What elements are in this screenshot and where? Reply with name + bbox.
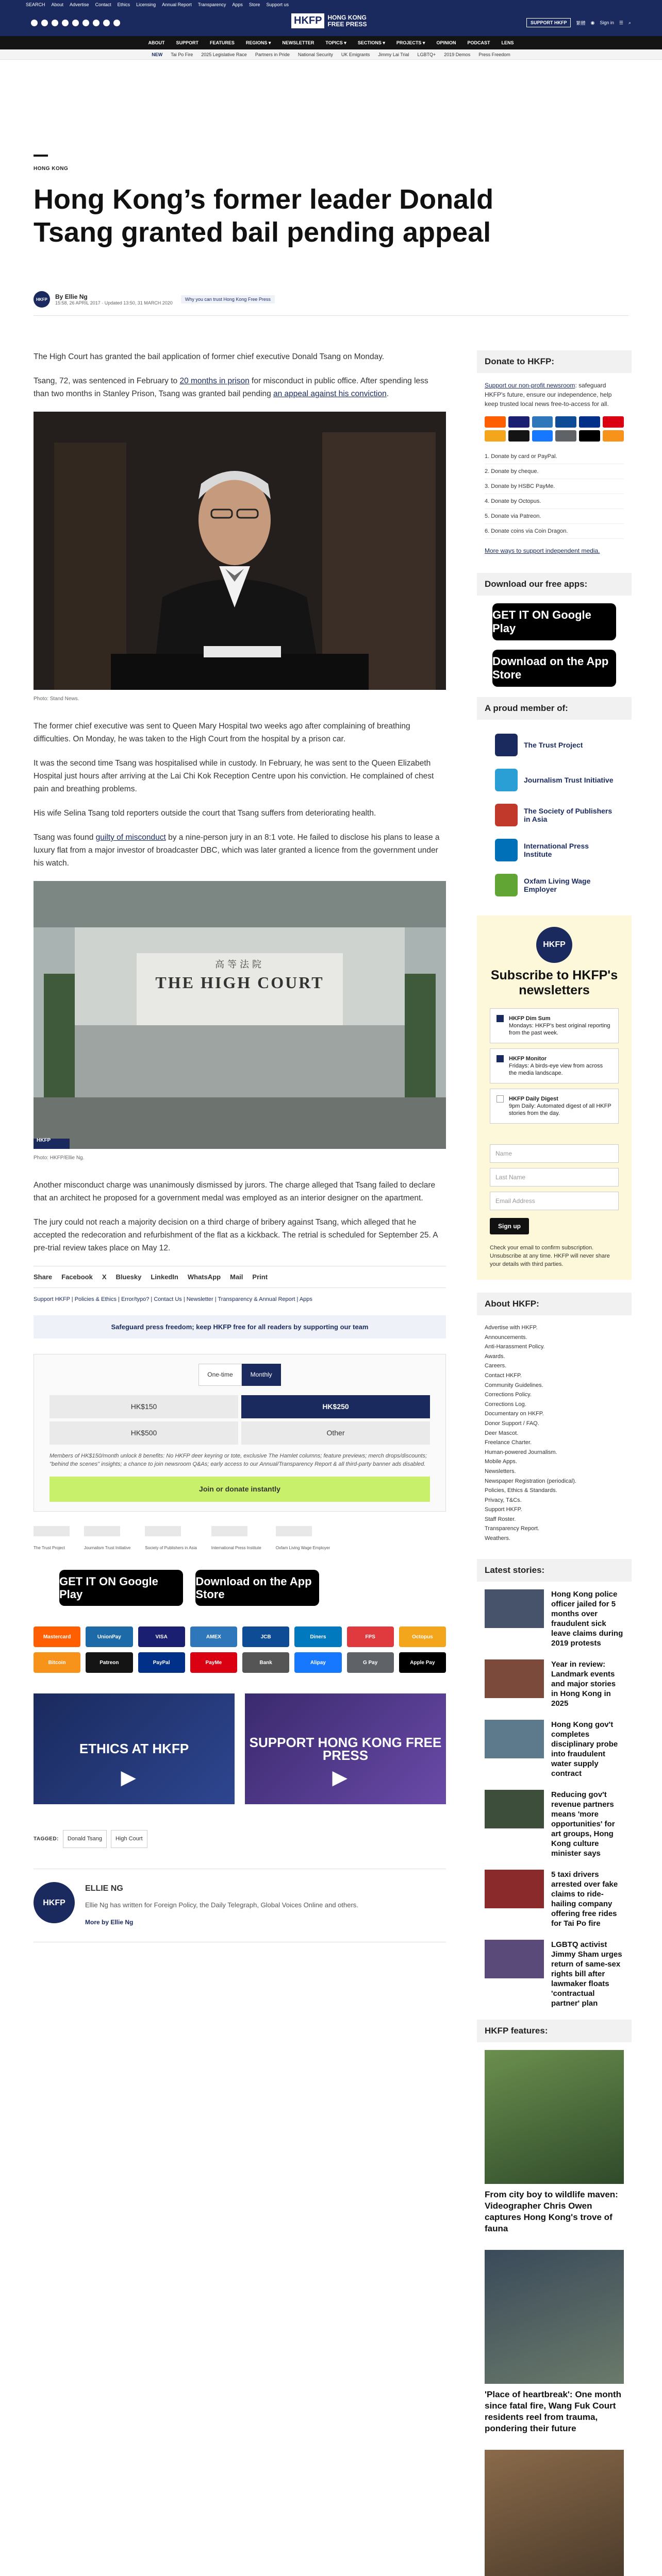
- story-thumbnail: [485, 1589, 544, 1628]
- story-item[interactable]: [485, 1589, 624, 1648]
- nav-support[interactable]: SUPPORT: [176, 40, 199, 45]
- video-row: [34, 1693, 446, 1804]
- member-name: Oxfam Living Wage Employer: [524, 877, 591, 893]
- card-icon: [603, 416, 624, 428]
- top-link-apps[interactable]: Apps: [232, 2, 243, 7]
- donate-option[interactable]: 1. Donate by card or PayPal.: [485, 449, 624, 464]
- trending-item[interactable]: Partners in Pride: [255, 52, 290, 57]
- about-link[interactable]: Transparency Report.: [485, 1526, 539, 1532]
- chevron-down-icon: ▾: [268, 40, 271, 45]
- sidebar: [477, 350, 632, 2576]
- story-thumbnail: [485, 1940, 544, 1978]
- donald-tsang-photo-illustration: [34, 412, 446, 690]
- story-title[interactable]: Hong Kong police officer jailed for 5 months over fraudulent sick leave claims during 2019 protests: [551, 1589, 623, 1648]
- card-icon: [532, 430, 553, 442]
- donate-title: Donate to HKFP:: [477, 350, 632, 373]
- top-link-search[interactable]: SEARCH: [26, 2, 45, 7]
- nav-about[interactable]: ABOUT: [148, 40, 165, 45]
- rss-icon[interactable]: [113, 20, 120, 26]
- newsletter-title: Subscribe to HKFP's newsletters: [490, 968, 618, 997]
- threads-icon[interactable]: [82, 20, 89, 26]
- category-label[interactable]: HONG KONG: [34, 166, 69, 172]
- trending-bar: [0, 49, 662, 60]
- one-time-option[interactable]: One-time: [198, 1364, 241, 1386]
- share-mail[interactable]: Mail: [230, 1273, 243, 1281]
- payme-logo: PayMe: [190, 1652, 237, 1673]
- trending-item[interactable]: Jimmy Lai Trial: [378, 52, 409, 57]
- name-input[interactable]: Name: [490, 1144, 619, 1163]
- sidebar-google-play-button[interactable]: GET IT ON Google Play: [492, 603, 616, 640]
- app-store-button[interactable]: Download on the App Store: [195, 1570, 319, 1606]
- checkbox-checked[interactable]: [496, 1015, 504, 1022]
- card-icon: [485, 430, 506, 442]
- card-icon: [485, 416, 506, 428]
- about-link[interactable]: Mobile Apps.: [485, 1459, 517, 1465]
- more-by-author-link[interactable]: More by Ellie Ng: [85, 1919, 134, 1926]
- story-item[interactable]: [485, 1940, 624, 2008]
- partner-name: The Trust Project: [34, 1546, 65, 1550]
- about-link[interactable]: Donor Support / FAQ.: [485, 1420, 539, 1427]
- about-link[interactable]: Staff Roster.: [485, 1516, 516, 1522]
- amount-option-other[interactable]: Other: [241, 1421, 430, 1445]
- trust-project-logo[interactable]: [34, 1526, 70, 1536]
- author-name[interactable]: ELLIE NG: [85, 1884, 123, 1893]
- trending-item[interactable]: UK Emigrants: [341, 52, 370, 57]
- trending-item[interactable]: LGBTQ+: [417, 52, 436, 57]
- paragraph: The High Court has granted the bail application of former chief executive Donald Tsang on Monday.: [34, 352, 385, 361]
- share-whatsapp[interactable]: WhatsApp: [187, 1273, 221, 1281]
- about-link[interactable]: Anti-Harassment Policy.: [485, 1344, 545, 1350]
- logo-line-1: HONG KONG: [327, 13, 367, 21]
- instagram-icon[interactable]: [52, 20, 58, 26]
- paragraph: The jury could not reach a majority decision on a third charge of bribery against Tsang, which alleged that he accepted the redecoration and refurbishment of the flat as a kickback. The retrial is scheduled for September 25. A pre-trial review takes place on May 12.: [34, 1218, 438, 1252]
- about-link[interactable]: Newspaper Registration (periodical).: [485, 1478, 576, 1484]
- newsletter-option[interactable]: [490, 1008, 619, 1043]
- nav-topics-label: TOPICS: [325, 40, 343, 45]
- jti-icon: [495, 769, 518, 791]
- member-name: The Society of Publishers in Asia: [524, 807, 613, 823]
- story-item[interactable]: [485, 1720, 624, 1778]
- paragraph: The former chief executive was sent to Queen Mary Hospital two weeks ago after complaining of breathing difficulties. On Monday, he was taken to the High Court from the hospital by a prison car.: [34, 722, 410, 743]
- hkfp-avatar: HKFP: [34, 291, 50, 308]
- partner-name: International Press Institute: [211, 1546, 261, 1550]
- member-item[interactable]: [477, 762, 632, 798]
- byline: [34, 291, 275, 308]
- top-link-support[interactable]: Support us: [266, 2, 289, 7]
- about-link[interactable]: Advertise with HKFP.: [485, 1325, 538, 1331]
- gpay-logo: G Pay: [347, 1652, 394, 1673]
- newsletter-desc: Mondays: HKFP's best original reporting from the past week.: [509, 1023, 610, 1036]
- checkbox[interactable]: [496, 1095, 504, 1103]
- top-link-advertise[interactable]: Advertise: [70, 2, 89, 7]
- about-link[interactable]: Careers.: [485, 1363, 507, 1369]
- tags-label: TAGGED:: [34, 1836, 59, 1842]
- bank-logo: Bank: [242, 1652, 289, 1673]
- feature-item[interactable]: [485, 2050, 624, 2234]
- chinese-language-link[interactable]: 繁體: [576, 20, 586, 26]
- member-item[interactable]: [477, 798, 632, 833]
- newsletter-desc: 9pm Daily: Automated digest of all HKFP stories from the day.: [509, 1103, 611, 1116]
- story-title[interactable]: LGBTQ activist Jimmy Sham urges return of same-sex rights bill after lawmaker floats 'contractual partner' plan: [551, 1940, 622, 2008]
- text: by a nine-person jury in an 8:1 vote. He failed to disclose his plans to lease a luxury flat from a major investor of broadcaster DBC, which was later granted a licence from the government under his watch.: [34, 833, 440, 868]
- proud-member-title: A proud member of:: [477, 697, 632, 720]
- category-rule: [34, 155, 48, 157]
- story-title[interactable]: Hong Kong gov't completes disciplinary probe into fraudulent water supply contract: [551, 1720, 618, 1778]
- paragraph: [34, 375, 446, 400]
- paragraph: [34, 831, 446, 870]
- newsletter-name: HKFP Monitor: [509, 1056, 547, 1062]
- donate-intro: [477, 381, 632, 409]
- story-item[interactable]: [485, 1790, 624, 1858]
- share-bar: [34, 1266, 446, 1288]
- member-item[interactable]: [477, 868, 632, 903]
- amount-option[interactable]: HK$150: [49, 1395, 238, 1418]
- mastercard-logo: Mastercard: [34, 1626, 80, 1647]
- amex-logo: AMEX: [190, 1626, 237, 1647]
- newsletter-badge: HKFP: [536, 927, 572, 963]
- card-icon: [579, 430, 600, 442]
- text: Tsang, 72, was sentenced in February to: [34, 377, 180, 385]
- top-link-ethics[interactable]: Ethics: [117, 2, 130, 7]
- nav-features[interactable]: FEATURES: [210, 40, 235, 45]
- social-icons: [31, 20, 120, 26]
- monthly-option[interactable]: Monthly: [242, 1364, 281, 1386]
- trending-new-label: NEW: [152, 52, 163, 57]
- feature-item[interactable]: [485, 2450, 624, 2576]
- nav-sections-label: SECTIONS: [357, 40, 382, 45]
- partner-name: Oxfam Living Wage Employer: [275, 1546, 330, 1550]
- share-bluesky[interactable]: Bluesky: [115, 1273, 142, 1281]
- video-title: ETHICS AT HKFP: [79, 1741, 189, 1756]
- donate-option[interactable]: 2. Donate by cheque.: [485, 464, 624, 479]
- story-thumbnail: [485, 1659, 544, 1698]
- nav-sections[interactable]: [358, 40, 385, 46]
- nav-regions-label: REGIONS: [245, 40, 268, 45]
- nav-projects-label: PROJECTS: [396, 40, 422, 45]
- policy-links[interactable]: Support HKFP | Policies & Ethics | Error/typo? | Contact Us | Newsletter | Transparency & Annual Report | Apps: [34, 1296, 312, 1302]
- oxfam-icon: [495, 874, 518, 896]
- tag-list: [34, 1830, 446, 1848]
- about-link[interactable]: Announcements.: [485, 1334, 527, 1341]
- features-title: HKFP features:: [477, 2020, 632, 2042]
- join-donate-button[interactable]: Join or donate instantly: [49, 1477, 430, 1502]
- member-name: International Press Institute: [524, 842, 589, 858]
- text: : safeguard HKFP's future, ensure our independence, help keep trusted local news free-to-access for all.: [485, 382, 612, 408]
- apps-title: Download our free apps:: [477, 573, 632, 596]
- about-link[interactable]: Policies, Ethics & Standards.: [485, 1487, 557, 1494]
- sopa-logo[interactable]: [145, 1526, 181, 1536]
- member-name: The Trust Project: [524, 741, 583, 749]
- about-link[interactable]: Human-powered Journalism.: [485, 1449, 557, 1455]
- app-store-buttons: [59, 1570, 446, 1606]
- donate-option[interactable]: 4. Donate by Octopus.: [485, 494, 624, 509]
- article-photo-donald-tsang: [34, 412, 446, 690]
- author-bio: Ellie Ng has written for Foreign Policy, the Daily Telegraph, Global Voices Online and others.: [85, 1901, 358, 1909]
- trending-item[interactable]: Tai Po Fire: [171, 52, 193, 57]
- ethics-video[interactable]: [34, 1693, 235, 1804]
- story-thumbnail: [485, 1720, 544, 1758]
- chevron-down-icon: ▾: [422, 40, 425, 45]
- top-link-annual-report[interactable]: Annual Report: [162, 2, 192, 7]
- trending-item[interactable]: 2025 Legislative Race: [201, 52, 247, 57]
- menu-icon[interactable]: ☰: [619, 20, 623, 25]
- card-icon: [579, 416, 600, 428]
- trending-item[interactable]: Press Freedom: [478, 52, 510, 57]
- story-thumbnail: [485, 1790, 544, 1828]
- newsletter-signup: [477, 916, 632, 1280]
- tag[interactable]: Donald Tsang: [63, 1830, 107, 1848]
- donate-options: [477, 449, 632, 539]
- publish-dates: 15:58, 26 APRIL 2017 · Updated 13:50, 31 MARCH 2020: [55, 300, 173, 306]
- bluesky-icon[interactable]: [103, 20, 110, 26]
- paypal-logo: PayPal: [138, 1652, 185, 1673]
- site-logo[interactable]: [291, 13, 367, 28]
- site-header: [0, 9, 662, 36]
- article-photo-high-court: [34, 881, 446, 1149]
- newsletter-option[interactable]: [490, 1048, 619, 1083]
- story-title[interactable]: Reducing gov't revenue partners means 'more opportunities' for art groups, Hong Kong culture minister says: [551, 1790, 615, 1858]
- high-court-photo-illustration: [34, 881, 446, 1149]
- logo-mark: HKFP: [291, 13, 324, 28]
- sign-in-link[interactable]: Sign in: [600, 20, 614, 25]
- donate-option[interactable]: 3. Donate by HSBC PayMe.: [485, 479, 624, 494]
- feature-title[interactable]: From city boy to wildlife maven: Videographer Chris Owen captures Hong Kong's trove of fauna: [485, 2189, 618, 2233]
- feature-image: [485, 2050, 624, 2184]
- about-link[interactable]: Weathers.: [485, 1535, 510, 1542]
- paragraph: It was the second time Tsang was hospitalised while in custody. In February, he was sent to the Queen Elizabeth Hospital just hours after arriving at the Lai Chi Kok Reception Centre upon his conviction. He complained of chest pain and breathing problems.: [34, 759, 434, 793]
- search-icon[interactable]: ⌕: [628, 20, 631, 25]
- share-linkedin[interactable]: LinkedIn: [151, 1273, 178, 1281]
- card-icons: [477, 416, 632, 442]
- story-title[interactable]: 5 taxi drivers arrested over fake claims to ride-hailing company offering free rides for Tai Po fire: [551, 1870, 618, 1928]
- last-name-input[interactable]: Last Name: [490, 1168, 619, 1187]
- sopa-icon: [495, 804, 518, 826]
- diners-logo: Diners: [294, 1626, 341, 1647]
- partner-logos: [34, 1526, 446, 1554]
- author-box: [34, 1869, 446, 1942]
- checkbox-checked[interactable]: [496, 1055, 504, 1062]
- partner-name: Society of Publishers in Asia: [145, 1546, 197, 1550]
- why-trust-link[interactable]: Why you can trust Hong Kong Free Press: [181, 295, 275, 303]
- telegram-icon[interactable]: [93, 20, 100, 26]
- trending-item[interactable]: National Security: [297, 52, 333, 57]
- payment-logos: [34, 1626, 446, 1673]
- card-icon: [555, 430, 576, 442]
- card-icon: [532, 416, 553, 428]
- top-utility-bar: [0, 0, 662, 9]
- nav-newsletter[interactable]: NEWSLETTER: [282, 40, 315, 45]
- donate-option[interactable]: 5. Donate via Patreon.: [485, 509, 624, 524]
- author-link[interactable]: Ellie Ng: [64, 293, 88, 300]
- story-title[interactable]: Year in review: Landmark events and major stories in Hong Kong in 2025: [551, 1659, 616, 1708]
- top-link-transparency[interactable]: Transparency: [197, 2, 226, 7]
- more-ways-link[interactable]: More ways to support independent media.: [485, 547, 600, 554]
- about-list: [477, 1323, 632, 1544]
- inline-link[interactable]: guilty of misconduct: [95, 833, 166, 842]
- text: Tsang was found: [34, 833, 96, 842]
- alipay-logo: Alipay: [294, 1652, 341, 1673]
- card-icon: [555, 416, 576, 428]
- feature-image: [485, 2250, 624, 2384]
- share-print[interactable]: Print: [252, 1273, 268, 1281]
- donate-option[interactable]: 6. Donate coins via Coin Dragon.: [485, 524, 624, 539]
- text: for misconduct in public office. After spending less than two months in Stanley Prison, Tsang was granted bail pending: [34, 377, 428, 398]
- card-icon: [603, 430, 624, 442]
- feature-title[interactable]: 'Place of heartbreak': One month since fatal fire, Wang Fuk Court residents reel from trauma, pondering their future: [485, 2389, 622, 2433]
- chevron-down-icon: ▾: [383, 40, 385, 45]
- newsletter-name: HKFP Daily Digest: [509, 1096, 558, 1102]
- play-icon: ▶: [121, 1767, 136, 1788]
- top-link-about[interactable]: About: [51, 2, 64, 7]
- nav-projects[interactable]: [396, 40, 425, 46]
- sign-up-button[interactable]: Sign up: [490, 1218, 529, 1234]
- nav-regions[interactable]: [246, 40, 271, 46]
- about-link[interactable]: Newsletters.: [485, 1468, 516, 1475]
- safeguard-banner[interactable]: Safeguard press freedom; keep HKFP free for all readers by supporting our team: [34, 1315, 446, 1338]
- photo-caption: Photo: HKFP/Ellie Ng.: [34, 1155, 85, 1161]
- member-benefits: Members of HK$150/month unlock 8 benefits: No HKFP deer keyring or tote, exclusive The Hamlet columns; feature previews; merch drops/discounts; "behind the scenes" insights; a chance to join newsroom Q&As; early access to our Annual/Transparency Report & all third-party banner ads disabled.: [49, 1453, 427, 1467]
- fps-logo: FPS: [347, 1626, 394, 1647]
- frequency-toggle: [49, 1364, 430, 1386]
- about-link[interactable]: Deer Mascot.: [485, 1430, 519, 1436]
- newsletter-name: HKFP Dim Sum: [509, 1015, 551, 1022]
- tag[interactable]: High Court: [111, 1830, 147, 1848]
- trending-item[interactable]: 2019 Demos: [444, 52, 471, 57]
- google-play-button[interactable]: GET IT ON Google Play: [59, 1570, 183, 1606]
- bitcoin-logo: Bitcoin: [34, 1652, 80, 1673]
- visa-logo: VISA: [138, 1626, 185, 1647]
- about-link[interactable]: Awards.: [485, 1353, 505, 1360]
- latest-title: Latest stories:: [477, 1559, 632, 1582]
- share-label: Share: [34, 1273, 53, 1281]
- donate-widget: [34, 1354, 446, 1512]
- nav-podcast[interactable]: PODCAST: [467, 40, 490, 45]
- sidebar-app-store-button[interactable]: Download on the App Store: [492, 650, 616, 687]
- facebook-icon[interactable]: [31, 20, 38, 26]
- jti-logo[interactable]: [84, 1526, 120, 1536]
- paragraph: His wife Selina Tsang told reporters outside the court that Tsang suffers from deteriorating health.: [34, 809, 376, 818]
- newsletter-note: Check your email to confirm subscription. Unsubscribe at any time. HKFP will never share your details with third parties.: [490, 1245, 610, 1267]
- trust-project-icon: [495, 734, 518, 756]
- play-icon: ▶: [333, 1767, 347, 1788]
- text: .: [386, 389, 389, 398]
- top-link-store[interactable]: Store: [249, 2, 260, 7]
- member-name: Journalism Trust Initiative: [524, 776, 614, 784]
- by-prefix: By: [55, 293, 63, 300]
- user-icon[interactable]: ◉: [590, 20, 595, 25]
- partner-name: Journalism Trust Initiative: [84, 1546, 131, 1550]
- ipi-icon: [495, 839, 518, 861]
- story-item[interactable]: [485, 1870, 624, 1928]
- card-icon: [508, 430, 529, 442]
- octopus-logo: Octopus: [399, 1626, 446, 1647]
- about-link[interactable]: Corrections Policy.: [485, 1392, 532, 1398]
- main-nav: [0, 36, 662, 49]
- email-input[interactable]: Email Address: [490, 1192, 619, 1210]
- author-avatar[interactable]: HKFP: [34, 1882, 75, 1923]
- linkedin-icon[interactable]: [72, 20, 79, 26]
- patreon-logo: Patreon: [86, 1652, 133, 1673]
- inline-link[interactable]: 20 months in prison: [179, 377, 250, 385]
- court-sign-chinese: 高等法院: [215, 959, 264, 970]
- top-link-licensing[interactable]: Licensing: [136, 2, 156, 7]
- youtube-icon[interactable]: [62, 20, 69, 26]
- top-link-contact[interactable]: Contact: [95, 2, 111, 7]
- member-item[interactable]: [477, 727, 632, 762]
- amount-option-selected[interactable]: HK$250: [241, 1395, 430, 1418]
- about-link[interactable]: Freelance Charter.: [485, 1439, 532, 1446]
- oxfam-logo[interactable]: [276, 1526, 312, 1536]
- unionpay-logo: UnionPay: [86, 1626, 133, 1647]
- about-link[interactable]: Privacy, T&Cs.: [485, 1497, 522, 1503]
- amount-option[interactable]: HK$500: [49, 1421, 238, 1445]
- article-body: [34, 350, 446, 1942]
- article-title: Hong Kong’s former leader Donald Tsang granted bail pending appeal: [34, 184, 494, 248]
- divider: [34, 315, 628, 316]
- hkfp-watermark: HKFP: [37, 1138, 51, 1143]
- nav-topics[interactable]: [325, 40, 346, 46]
- about-link[interactable]: Corrections Log.: [485, 1401, 526, 1408]
- share-facebook[interactable]: Facebook: [61, 1273, 93, 1281]
- about-link[interactable]: Support HKFP.: [485, 1506, 522, 1513]
- latest-stories: [477, 1589, 632, 2008]
- video-title: SUPPORT HONG KONG FREE PRESS: [249, 1734, 442, 1763]
- about-link[interactable]: Documentary on HKFP.: [485, 1411, 544, 1417]
- share-x[interactable]: X: [102, 1273, 107, 1281]
- about-title: About HKFP:: [477, 1293, 632, 1315]
- member-item[interactable]: [477, 833, 632, 868]
- card-icon: [508, 416, 529, 428]
- support-hkfp-button[interactable]: SUPPORT HKFP: [526, 18, 571, 27]
- court-sign: THE HIGH COURT: [155, 973, 324, 992]
- support-video[interactable]: [245, 1693, 446, 1804]
- feature-image: [485, 2450, 624, 2576]
- ipi-logo[interactable]: [211, 1526, 247, 1536]
- story-item[interactable]: [485, 1659, 624, 1708]
- logo-line-2: FREE PRESS: [327, 20, 367, 28]
- support-newsroom-link[interactable]: Support our non-profit newsroom: [485, 382, 575, 389]
- paragraph: Another misconduct charge was unanimously dismissed by jurors. The charge alleged that Tsang failed to declare that an architect he proposed for a government medal was employed as an interior designer on the apartment.: [34, 1181, 436, 1202]
- nav-opinion[interactable]: OPINION: [436, 40, 456, 45]
- newsletter-desc: Fridays: A birds-eye view from across the media landscape.: [509, 1063, 603, 1076]
- jcb-logo: JCB: [242, 1626, 289, 1647]
- feature-item[interactable]: [485, 2250, 624, 2434]
- x-icon[interactable]: [41, 20, 48, 26]
- about-link[interactable]: Contact HKFP.: [485, 1372, 522, 1379]
- chevron-down-icon: ▾: [344, 40, 346, 45]
- newsletter-option[interactable]: [490, 1089, 619, 1124]
- amount-options: [49, 1395, 430, 1445]
- story-thumbnail: [485, 1870, 544, 1908]
- nav-lens[interactable]: LENS: [501, 40, 514, 45]
- inline-link[interactable]: an appeal against his conviction: [273, 389, 387, 398]
- about-link[interactable]: Community Guidelines.: [485, 1382, 543, 1388]
- photo-caption: Photo: Stand News.: [34, 696, 79, 702]
- applepay-logo: Apple Pay: [399, 1652, 446, 1673]
